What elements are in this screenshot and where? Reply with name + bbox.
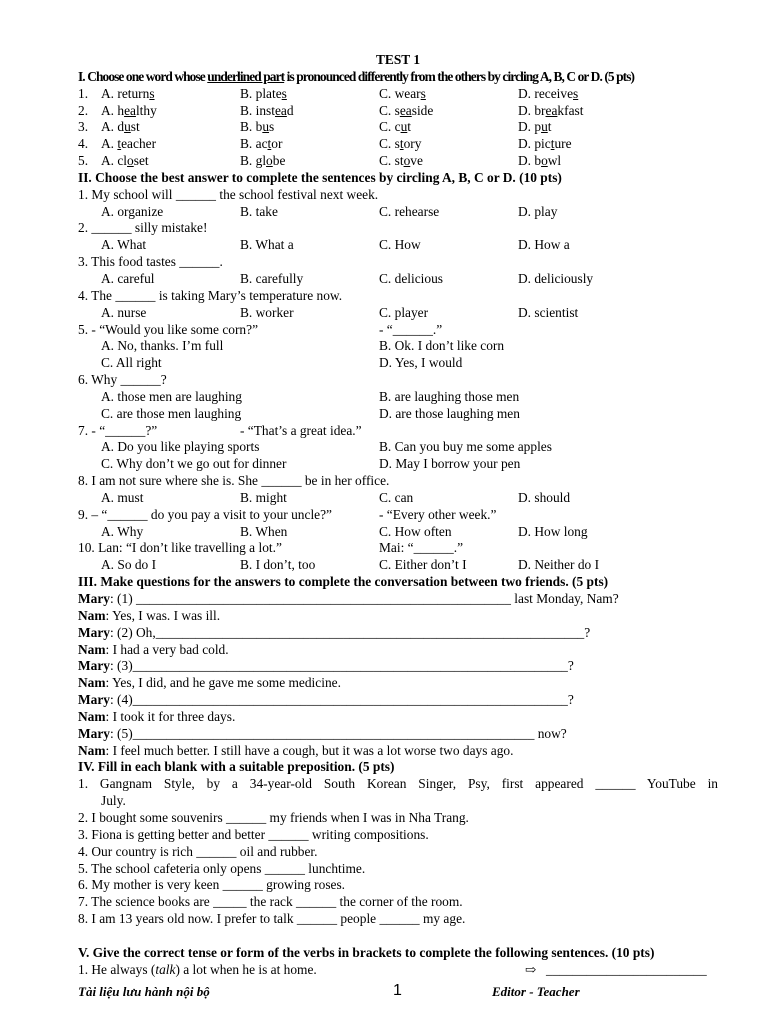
option-c[interactable]: C. story [379, 136, 422, 152]
options-row [78, 271, 718, 288]
option-b[interactable]: B. Can you buy me some apples [379, 439, 552, 455]
pronunciation-row [78, 86, 718, 103]
pronunciation-row [78, 153, 718, 170]
speaker-name: Nam [78, 708, 106, 724]
section-1-items [78, 86, 718, 170]
question-text: 8. I am not sure where she is. She ______ be in her office. [78, 473, 390, 489]
option-c[interactable]: C. How [379, 237, 421, 253]
option-c[interactable]: C. are those men laughing [101, 405, 242, 421]
option-d[interactable]: D. are those laughing men [379, 405, 520, 421]
conversation-line[interactable] [78, 692, 718, 709]
question-text: 1. He always (talk) a lot when he is at home. [78, 961, 317, 977]
options-row [78, 439, 718, 456]
footer-left: Tài liệu lưu hành nội bộ [78, 984, 210, 999]
question-row [78, 507, 718, 524]
speaker-name: Nam [78, 742, 106, 758]
pronunciation-row [78, 103, 718, 120]
question-text: 2. ______ silly mistake! [78, 220, 208, 236]
section-4-items [78, 810, 718, 928]
question-text: 2. I bought some souvenirs ______ my friends when I was in Nha Trang. [78, 809, 469, 825]
option-c[interactable]: C. can [379, 489, 414, 505]
speaker-name: Nam [78, 675, 106, 691]
option-a[interactable]: A. So do I [101, 557, 157, 573]
question-row [78, 423, 718, 440]
option-a[interactable]: A. What [101, 237, 147, 253]
question-text: 1. Gangnam Style, by a 34-year-old South Korean Singer, Psy, first appeared ______ YouTube in [78, 776, 718, 792]
conversation-line [78, 743, 718, 760]
item-number: 5. [78, 153, 89, 169]
question-response: Mai: “______.” [379, 540, 464, 556]
line-text: : Yes, I was. I was ill. [105, 607, 221, 623]
conversation [78, 591, 718, 759]
options-row [78, 338, 718, 355]
option-d[interactable]: D. Yes, I would [379, 355, 463, 371]
option-d[interactable]: D. receives [518, 85, 579, 101]
item-number: 1. [78, 85, 89, 101]
option-d[interactable]: D. picture [518, 136, 572, 152]
option-b[interactable]: B. worker [240, 304, 294, 320]
pronunciation-row [78, 136, 718, 153]
option-d[interactable]: D. play [518, 203, 558, 219]
line-text: : I feel much better. I still have a cough, but it was a lot worse two days ago. [105, 742, 514, 758]
option-d[interactable]: D. breakfast [518, 102, 584, 118]
line-text: : I had a very bad cold. [105, 641, 229, 657]
option-b[interactable]: B. actor [240, 136, 283, 152]
section-5-heading: V. Give the correct tense or form of the verbs in brackets to complete the following sentences. (10 pts) [78, 944, 655, 960]
options-row [78, 204, 718, 221]
spacer [78, 928, 718, 945]
option-c[interactable]: C. seaside [379, 102, 434, 118]
option-d[interactable]: D. should [518, 489, 571, 505]
conversation-line [78, 675, 718, 692]
conversation-line [78, 608, 718, 625]
page-title: TEST 1 [375, 52, 421, 67]
speaker-name: Mary [78, 692, 110, 708]
option-c[interactable]: C. Either don’t I [379, 557, 467, 573]
answer-blank[interactable]: ________________________ [546, 961, 707, 977]
option-b[interactable]: B. carefully [240, 270, 304, 286]
section-1-heading: I. Choose one word whose underlined part is pronounced differently from the others by circling A, B, C or D. (5 pts) [78, 68, 635, 84]
options-row [78, 237, 718, 254]
arrow-right-icon: ⇨ [525, 961, 537, 977]
question-text: 7. - “______?” [78, 422, 158, 438]
section-4-heading: IV. Fill in each blank with a suitable preposition. (5 pts) [78, 759, 395, 775]
line-text: : (4)_________________________________________________________________? [109, 692, 574, 708]
question-text: 10. Lan: “I don’t like travelling a lot.” [78, 540, 282, 556]
conversation-line [78, 642, 718, 659]
option-a[interactable]: A. careful [101, 270, 155, 286]
option-a[interactable]: A. Why [101, 523, 144, 539]
speaker-name: Mary [78, 658, 110, 674]
option-c[interactable]: C. rehearse [379, 203, 440, 219]
question-row [78, 540, 718, 557]
options-row [78, 557, 718, 574]
question-text: 6. My mother is very keen ______ growing roses. [78, 877, 346, 893]
question-response: - “Every other week.” [379, 506, 497, 522]
question-text: 5. - “Would you like some corn?” [78, 321, 259, 337]
option-d[interactable]: D. scientist [518, 304, 579, 320]
question-text: 7. The science books are _____ the rack ______ the corner of the room. [78, 894, 463, 910]
option-d[interactable]: D. How a [518, 237, 570, 253]
pronunciation-row [78, 119, 718, 136]
option-b[interactable]: B. bus [240, 119, 275, 135]
question-text: 4. Our country is rich ______ oil and rubber. [78, 843, 318, 859]
worksheet-page [78, 52, 718, 978]
options-row [78, 490, 718, 507]
option-a[interactable]: A. teacher [101, 136, 157, 152]
option-a[interactable]: A. must [101, 489, 144, 505]
options-row [78, 389, 718, 406]
option-d[interactable]: D. put [518, 119, 552, 135]
question-row [78, 962, 718, 979]
option-a[interactable]: A. returns [101, 85, 155, 101]
options-row [78, 406, 718, 423]
line-text: : (1) ________________________________________________________ last Monday, Nam? [109, 591, 619, 606]
section-2-heading: II. Choose the best answer to complete the sentences by circling A, B, C or D. (10 pts) [78, 169, 562, 185]
line-text: : Yes, I did, and he gave me some medicine. [105, 675, 341, 691]
conversation-line [78, 709, 718, 726]
line-text: : I took it for three days. [105, 708, 236, 724]
option-a[interactable]: A. nurse [101, 304, 147, 320]
option-d[interactable]: D. Neither do I [518, 557, 600, 573]
speaker-name: Mary [78, 725, 110, 741]
option-b[interactable]: B. take [240, 203, 278, 219]
options-row [78, 355, 718, 372]
option-a[interactable]: A. healthy [101, 102, 157, 118]
question-text: 9. – “______ do you pay a visit to your uncle?” [78, 506, 332, 522]
option-c[interactable]: C. All right [101, 355, 162, 371]
line-text: : (2) Oh,________________________________________________________________? [109, 624, 591, 640]
conversation-line[interactable] [78, 625, 718, 642]
option-d[interactable]: D. bowl [518, 153, 562, 169]
item-number: 3. [78, 119, 89, 135]
question-text: 5. The school cafeteria only opens ______ lunchtime. [78, 860, 366, 876]
option-d[interactable]: D. deliciously [518, 270, 594, 286]
question-row [78, 322, 718, 339]
option-c[interactable]: C. How often [379, 523, 452, 539]
question-text-continued: July. [101, 793, 126, 809]
item-number: 2. [78, 102, 89, 118]
option-b[interactable]: B. are laughing those men [379, 388, 520, 404]
options-row [78, 305, 718, 322]
option-b[interactable]: B. might [240, 489, 287, 505]
option-c[interactable]: C. delicious [379, 270, 443, 286]
question-text: 4. The ______ is taking Mary’s temperature now. [78, 287, 343, 303]
speaker-name: Mary [78, 624, 110, 640]
option-a[interactable]: A. organize [101, 203, 164, 219]
option-b[interactable]: B. Ok. I don’t like corn [379, 338, 505, 354]
question-response: - “______.” [379, 321, 443, 337]
question-text: 8. I am 13 years old now. I prefer to talk ______ people ______ my age. [78, 911, 466, 927]
option-b[interactable]: B. globe [240, 153, 286, 169]
option-c[interactable]: C. Why don’t we go out for dinner [101, 456, 287, 472]
option-c[interactable]: C. stove [379, 153, 423, 169]
options-row [78, 524, 718, 541]
option-d[interactable]: D. May I borrow your pen [379, 456, 521, 472]
line-text: : (3)_________________________________________________________________? [109, 658, 574, 674]
footer-right: Editor - Teacher [492, 984, 580, 999]
option-b[interactable]: B. When [240, 523, 288, 539]
item-number: 4. [78, 136, 89, 152]
option-a[interactable]: A. No, thanks. I’m full [101, 338, 224, 354]
option-b[interactable]: B. I don’t, too [240, 557, 316, 573]
question-text: 1. My school will ______ the school festival next week. [78, 186, 379, 202]
line-text: : (5)____________________________________________________________ now? [109, 725, 567, 741]
question-response: - “That’s a great idea.” [240, 422, 362, 438]
question-text: 3. This food tastes ______. [78, 254, 223, 270]
option-c[interactable]: C. wears [379, 85, 426, 101]
page-number: 1 [393, 982, 402, 999]
conversation-line[interactable] [78, 726, 718, 743]
option-a[interactable]: A. Do you like playing sports [101, 439, 260, 455]
question-text: 3. Fiona is getting better and better ______ writing compositions. [78, 826, 429, 842]
section-3-heading: III. Make questions for the answers to complete the conversation between two friends. (5 pts) [78, 574, 609, 590]
speaker-name: Nam [78, 641, 106, 657]
speaker-name: Nam [78, 607, 106, 623]
option-c[interactable]: C. cut [379, 119, 412, 135]
option-a[interactable]: A. dust [101, 119, 140, 135]
option-a[interactable]: A. those men are laughing [101, 388, 242, 404]
option-b[interactable]: B. instead [240, 102, 294, 118]
options-row [78, 456, 718, 473]
option-a[interactable]: A. closet [101, 153, 149, 169]
option-c[interactable]: C. player [379, 304, 429, 320]
page-footer [0, 984, 768, 1002]
question-text: 6. Why ______? [78, 372, 167, 388]
option-b[interactable]: B. plates [240, 85, 287, 101]
option-b[interactable]: B. What a [240, 237, 294, 253]
conversation-line[interactable] [78, 658, 718, 675]
option-d[interactable]: D. How long [518, 523, 588, 539]
conversation-line[interactable] [78, 591, 718, 608]
speaker-name: Mary [78, 591, 110, 606]
